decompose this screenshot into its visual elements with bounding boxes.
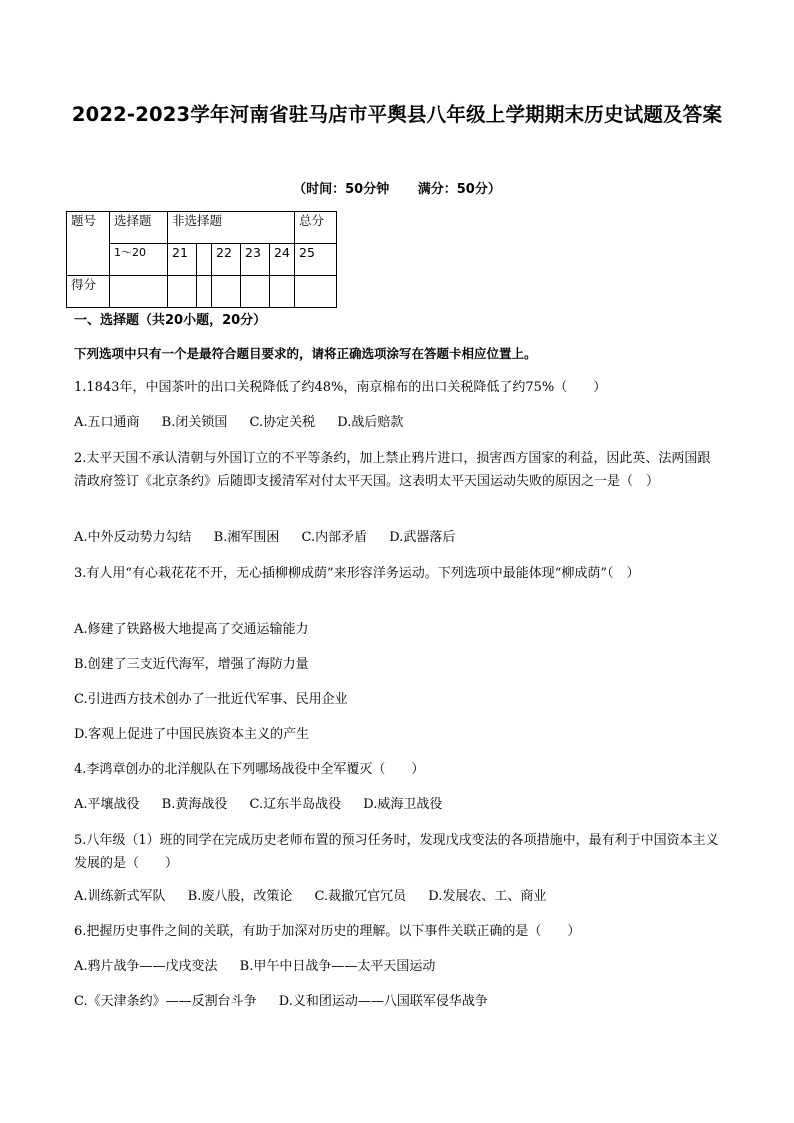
exam-score: 满分：50分） (417, 182, 501, 197)
table-cell: 25 (295, 244, 337, 276)
question-options (74, 526, 722, 550)
question-stem: 4.李鸿章创办的北洋舰队在下列哪场战役中全军覆灭（ ） (74, 762, 425, 777)
option[interactable]: D.义和团运动——八国联军侵华战争 (278, 994, 488, 1009)
table-cell: 1～20 (110, 244, 168, 276)
option[interactable]: B.甲午中日战争——太平天国运动 (239, 959, 436, 974)
table-cell (212, 276, 241, 308)
question-options (74, 885, 722, 909)
table-cell: 24 (270, 244, 295, 276)
option[interactable]: D.发展农、工、商业 (428, 889, 547, 904)
option[interactable]: A.中外反动势力勾结 (74, 530, 192, 545)
option[interactable]: A.平壤战役 (74, 797, 140, 812)
table-cell (197, 276, 212, 308)
question-stem: 3.有人用“有心栽花花不开，无心插柳柳成荫”来形容洋务运动。下列选项中最能体现“柳成荫”（ ） (74, 566, 640, 581)
option[interactable]: A.鸦片战争——戊戌变法 (74, 959, 218, 974)
question-stem: 5.八年级（1）班的同学在完成历史老师布置的预习任务时，发现戊戌变法的各项措施中，最有利于中国资本主义发展的是（ ） (74, 833, 719, 871)
option[interactable]: D.战后赔款 (337, 415, 404, 430)
option[interactable]: D.威海卫战役 (363, 797, 443, 812)
table-cell: 非选择题 (168, 212, 295, 244)
section-heading: 一、选择题（共20小题，20分） (74, 313, 267, 328)
option[interactable]: C.协定关税 (249, 415, 316, 430)
table-cell: 22 (212, 244, 241, 276)
option[interactable]: B.湘军围困 (213, 530, 280, 545)
table-cell (197, 244, 212, 276)
option[interactable]: B.闭关锁国 (161, 415, 228, 430)
table-cell: 选择题 (110, 212, 168, 244)
table-cell (110, 276, 168, 308)
option[interactable]: D.客观上促进了中国民族资本主义的产生 (74, 727, 310, 742)
exam-time: （时间：50分钟 (293, 182, 390, 197)
table-cell: 总分 (295, 212, 337, 244)
option[interactable]: C.《天津条约》——反割台斗争 (74, 994, 257, 1009)
question-options (74, 955, 722, 979)
option[interactable]: B.废八股，改策论 (187, 889, 293, 904)
question-options (74, 990, 722, 1014)
question-options (74, 411, 722, 435)
page-title: 2022-2023学年河南省驻马店市平舆县八年级上学期期末历史试题及答案 (71, 103, 723, 126)
question-options (74, 793, 722, 817)
option[interactable]: D.武器落后 (389, 530, 456, 545)
table-cell: 21 (168, 244, 197, 276)
option[interactable]: C.内部矛盾 (301, 530, 368, 545)
question-stem: 2.太平天国不承认清朝与外国订立的不平等条约，加上禁止鸦片进口，损害西方国家的利益，因此英、法两国跟清政府签订《北京条约》后随即支援清军对付太平天国。这表明太平天国运动失败的原因之一是（ ） (74, 451, 711, 489)
option[interactable]: B.黄海战役 (161, 797, 228, 812)
table-row (67, 276, 337, 308)
table-cell (168, 276, 197, 308)
option[interactable]: C.引进西方技术创办了一批近代军事、民用企业 (74, 692, 348, 707)
table-cell (241, 276, 270, 308)
score-table (66, 211, 337, 308)
question-stem: 1.1843年，中国茶叶的出口关税降低了约48%，南京棉布的出口关税降低了约75%（ ） (74, 380, 607, 395)
option[interactable]: A.训练新式军队 (74, 889, 166, 904)
section-instruction: 下列选项中只有一个是最符合题目要求的，请将正确选项涂写在答题卡相应位置上。 (74, 346, 537, 361)
option[interactable]: C.裁撤冗官冗员 (314, 889, 407, 904)
table-cell: 得分 (67, 276, 110, 308)
table-cell: 23 (241, 244, 270, 276)
option[interactable]: C.辽东半岛战役 (249, 797, 342, 812)
exam-info (0, 178, 794, 197)
option[interactable]: B.创建了三支近代海军，增强了海防力量 (74, 657, 309, 672)
table-row (67, 212, 337, 244)
table-cell (270, 276, 295, 308)
option[interactable]: A.修建了铁路极大地提高了交通运输能力 (74, 622, 309, 637)
table-cell (295, 276, 337, 308)
option[interactable]: A.五口通商 (74, 415, 140, 430)
question-stem: 6.把握历史事件之间的关联，有助于加深对历史的理解。以下事件关联正确的是（ ） (74, 924, 581, 939)
table-cell: 题号 (67, 212, 110, 276)
